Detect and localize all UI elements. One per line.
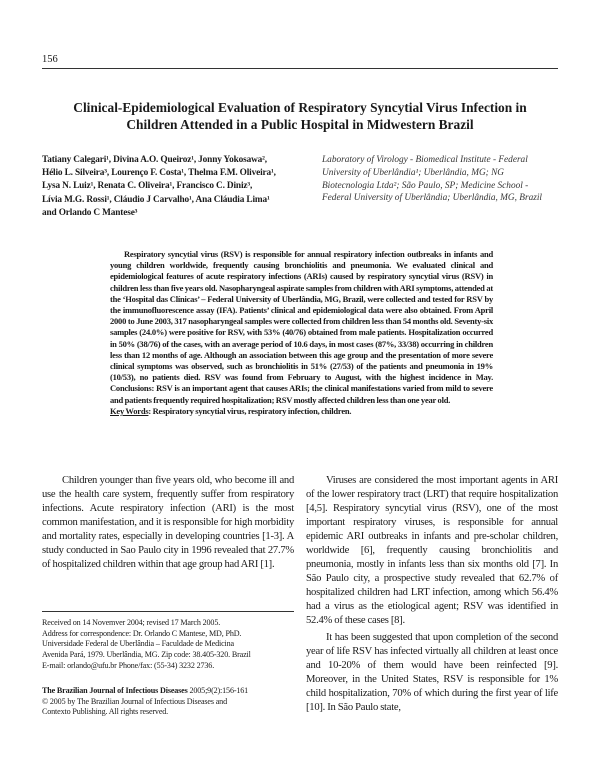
keywords-text: : Respiratory syncytial virus, respiratory infection, children.: [148, 405, 352, 416]
body-column-right: [306, 474, 558, 715]
footnote-rule: [42, 611, 294, 612]
body-paragraph: It has been suggested that upon completion of the second year of life RSV has infected virtually all children at least once and 10-20% of them would have been reinfected [9]. Moreover, in the United States, RSV is responsible for 1% child hospitalization, 70% of which during the first year of life [10]. In São Paulo state,: [306, 632, 558, 713]
keywords-label: Key Words: [110, 405, 149, 416]
body-paragraph: Children younger than five years old, who become ill and use the health care system, frequently suffer from respiratory infections. Acute respiratory infection (ARI) is the most common manifestation, and it is responsible for high morbidity and mortality rates, especially in developing countries [1-3]. A study conducted in Sao Paulo city in 1996 revealed that 27.7% of hospitalized children within that age group had ARI [1].: [42, 475, 294, 570]
author-line: Lívia M.G. Rossi¹, Cláudio J Carvalho¹, Ana Cláudia Lima¹: [42, 194, 270, 205]
title-line: Clinical-Epidemiological Evaluation of Respiratory Syncytial Virus Infection in: [73, 100, 527, 115]
body-column-left: [42, 474, 294, 572]
author-line: Hélio L. Silveira³, Lourenço F. Costa¹, Thelma F.M. Oliveira¹,: [42, 168, 276, 179]
abstract-text: Respiratory syncytial virus (RSV) is responsible for annual respiratory infection outbreaks in infants and young children worldwide, frequently causing bronchiolitis and pneumonia. We evaluated clinical and epidemiological features of acute respiratory infections (ARIs) caused by respiratory syncytial virus (RSV) in children less than five years old. Nasopharyngeal aspirate samples from children with ARI symptoms, attended at the ‘Hospital das Clínicas’ – Federal University of Uberlândia, MG, Brazil, were collected and tested for RSV by the immunofluorescence assay (IFA). Patients’ clinical and epidemiological data were also obtained. From April 2000 to June 2003, 317 nasopharyngeal samples were collected from children less than 54 months old. Seventy-six samples (24.0%) were positive for RSV, with 53% (40/76) obtained from male patients. Hospitalization occurred in 50% (38/76) of the cases, with an average period of 10.6 days, in most cases (87%, 33/38) occurring in children less than 12 months of age. Although an association between this age group and the presentation of more severe clinical symptoms was observed, such as bronchiolitis in 51% (27/53) of the patients and pneumonia in 19% (10/53), no patients died. RSV was found from February to August, with the highest incidence in May. Conclusions: RSV is an important agent that causes ARIs; the clinical manifestations varied from mild to severe and patients frequently required hospitalization; RSV mostly affected children less than one year old.: [110, 249, 493, 405]
affiliations: Laboratory of Virology - Biomedical Institute - Federal University of Uberlândia¹; Uberlândia, MG; NG Biotecnologia Ltda²; São Paulo, SP; Medicine School - Federal University of Uberlândia; Uberlândia, MG, Brazil: [322, 155, 542, 204]
author-line: Lysa N. Luiz¹, Renata C. Oliveira¹, Francisco C. Diniz³,: [42, 181, 253, 192]
note-line: Universidade Federal de Uberlândia – Faculdade de Medicina: [42, 639, 234, 649]
author-line: and Orlando C Mantese³: [42, 207, 138, 218]
correspondence-notes: [42, 618, 294, 672]
article-title: [50, 100, 550, 133]
note-line: E-mail: orlando@ufu.br Phone/fax: (55-34) 3232 2736.: [42, 660, 215, 670]
header-rule: [42, 68, 558, 69]
body-paragraph: Viruses are considered the most important agents in ARI of the lower respiratory tract (LRT) that require hospitalization [4,5]. Respiratory syncytial virus (RSV), one of the most important respiratory viruses, is responsible for annual epidemic ARI outbreaks in infants and pre-scholar children, worldwide [6], frequently causing bronchiolitis and pneumonia, mostly in infants less than six months old [7]. In São Paulo city, a prospective study revealed that 62.7% of hospitalized children had LRT infection, among which 56.4% had a virus as the etiological agent; RSV was identified in 52.4% of these cases [8].: [306, 475, 558, 626]
note-line: Address for correspondence: Dr. Orlando C Mantese, MD, PhD.: [42, 628, 242, 638]
journal-citation: 2005;9(2):156-161: [187, 686, 249, 695]
keywords: [110, 406, 493, 417]
journal-name: The Brazilian Journal of Infectious Diseases: [42, 686, 188, 695]
journal-info: [42, 686, 294, 718]
page-number: 156: [42, 54, 58, 65]
abstract: [110, 249, 493, 417]
author-line: Tatiany Calegari¹, Divina A.O. Queiroz¹, Jonny Yokosawa²,: [42, 155, 267, 165]
copyright-line: © 2005 by The Brazilian Journal of Infectious Diseases and: [42, 696, 227, 706]
note-line: Received on 14 Novemver 2004; revised 17 March 2005.: [42, 618, 221, 627]
note-line: Avenida Pará, 1979. Uberlândia, MG. Zip code: 38.405-320. Brazil: [42, 650, 251, 660]
title-line: Children Attended in a Public Hospital in Midwestern Brazil: [126, 116, 474, 132]
copyright-line: Contexto Publishing. All rights reserved.: [42, 707, 169, 717]
author-list: [42, 154, 312, 220]
